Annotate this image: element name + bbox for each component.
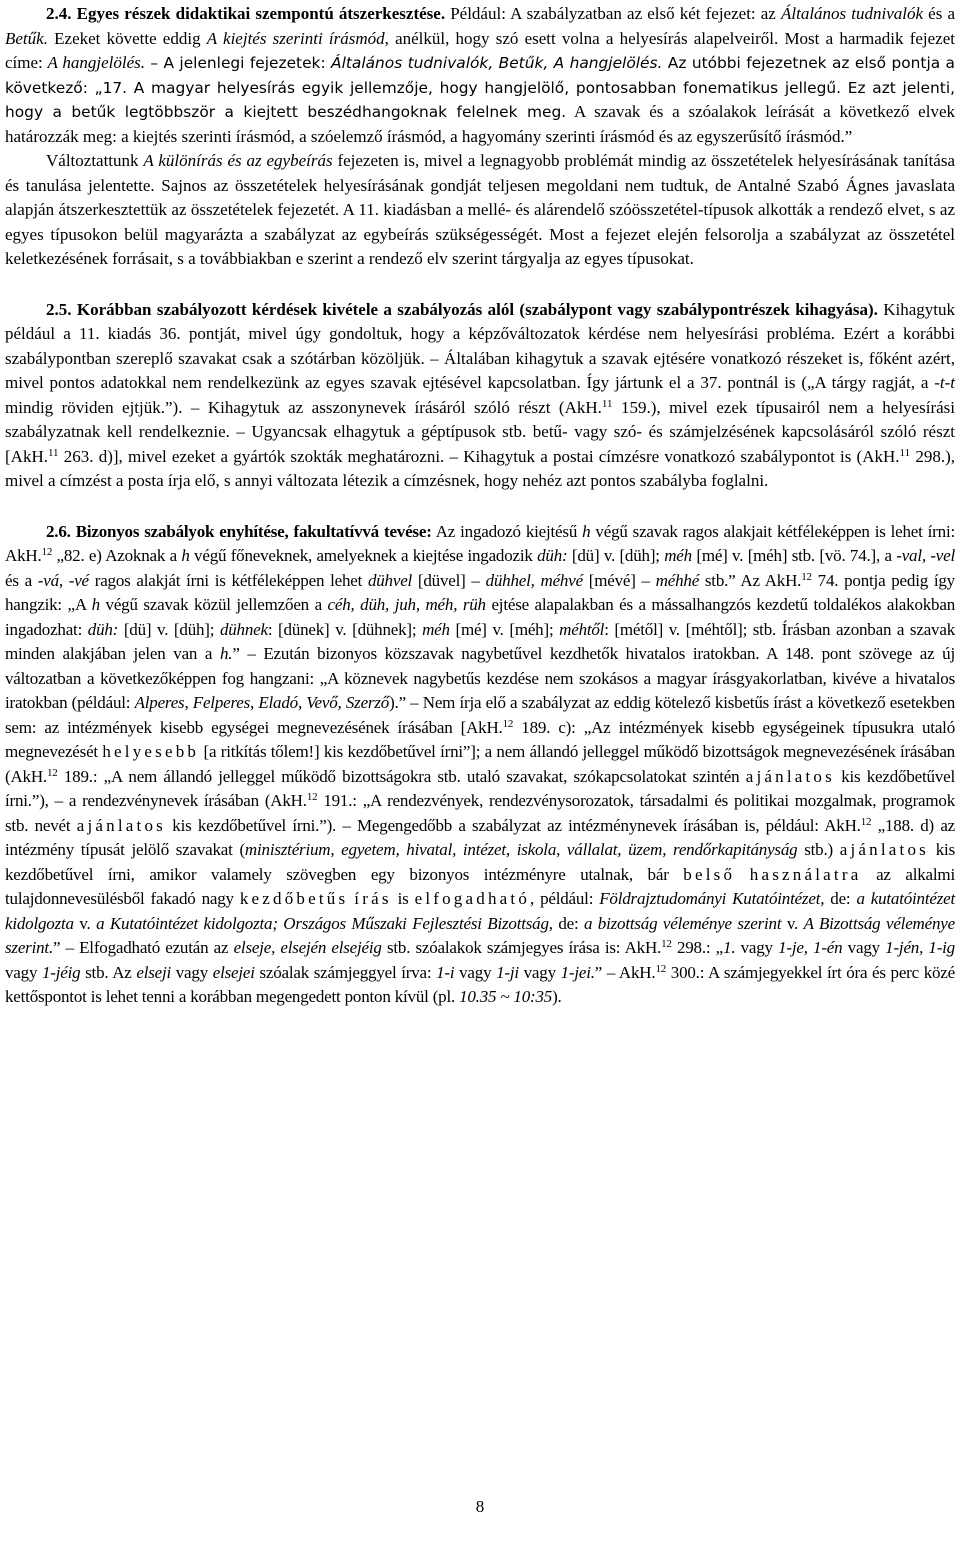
section-heading-2-4: 2.4. Egyes részek didaktikai szempontú átszerkesztése. xyxy=(46,4,446,23)
page-number: 8 xyxy=(475,1497,485,1516)
document-page xyxy=(5,2,955,1010)
section-heading-2-6: 2.6. Bizonyos szabályok enyhítése, fakultatívvá tevése: xyxy=(46,521,432,541)
paragraph-2-5: 2.5. Korábban szabályozott kérdések kivétele a szabályozás alól (szabálypont vagy szabálypontrészek kihagyása). Kihagytuk például a 11. kiadás 36. pontját, mivel úgy gondoltuk, hogy a képzőváltozatok kérdése nem helyesírási probléma. Ezért a korábbi szabálypontban szereplő szavakat csak a szótárban közöljük. – Általában kihagytuk a szavak ejtésére vonatkozó részeket is, főként azért, mivel pontos adatokkal nem rendelkezünk az egyes szavak ejtésével kapcsolatban. Így jártunk el a 37. pontnál is („A tárgy ragját, a -t-t mindig röviden ejtjük.”). – Kihagytuk az asszonynevek írásáról szóló részt (AkH.$^{11}$ 159.), mivel ezek típusairól nem a helyesírási szabályzatnak kell rendelkeznie. – Ugyancsak elhagytuk a géptípusok stb. betű- vagy szó- és számjelzésének kapcsolásáról szóló részt [AkH.$^{11}$ 263. d)], mivel ezeket a gyártók szokták meghatározni. – Kihagytuk a postai címzésre vonatkozó szabálypontot is (AkH.$^{11}$ 298.), mivel a címzést a posta írja elő, s annyi változata létezik a címzésnek, hogy nehéz azt pontos szabályba foglalni. xyxy=(5,299,955,490)
paragraph-2-6: 2.6. Bizonyos szabályok enyhítése, fakultatívvá tevése: Az ingadozó kiejtésű h végű szavak ragos alakjait kétféleképpen is lehet írni: AkH.$^{12}$ „82. e) Azoknak a h végű főneveknek, amelyeknek a kiejtése ingadozik düh: [dü] v. [düh]; méh [mé] v. [méh] stb. [vö. 74.], a -val, -vel és a -vá, -vé ragos alakját írni is kétféleképpen lehet dühvel [düvel] – dühhel, méhvé [mévé] – méhhé stb.” Az AkH.$^{12}$ 74. pontja pedig így hangzik: „A h végű szavak közül jellemzően a céh, düh, juh, méh, rüh ejtése alapalakban és a mássalhangzós kezdetű toldalékos alakokban ingadozhat: düh: [dü] v. [düh]; dühnek: [dünek] v. [dühnek]; méh [mé] v. [méh]; méhtől: [métől] v. [méhtől]; stb. Írásban azonban a szavak minden alakjában jelen van a h.” – Ezután bizonyos közszavak nagybetűvel kezdhetők hivatalos iratokban. A 148. pont szövege az új változatban a következőképpen fog hangzani: „A köznevek nagybetűs kezdése nem szokásos a magyar írásgyakorlatban, kivéve a hivatalos iratokban (például: Alperes, Felperes, Eladó, Vevő, Szerző).” – Nem írja elő a szabályzat az eddig kötelező kisbetűs írást a következő esetekben sem: az intézmények kisebb egységei megnevezésének írásában [AkH.$^{12}$ 189. c): „Az intézmények kisebb egységeinek típusukra utaló megnevezését helyesebb [a ritkítás tőlem!] kis kezdőbetűvel írni”]; a nem állandó jelleggel működő bizottságok megnevezésének írásában (AkH.$^{12}$ 189.: „A nem állandó jelleggel működő bizottságokra stb. utaló szavakat, szókapcsolatokat szintén ajánlatos kis kezdőbetűvel írni.”), – a rendezvénynevek írásában (AkH.$^{12}$ 191.: „A rendezvények, rendezvénysorozatok, társadalmi és politikai mozgalmak, programok stb. nevét ajánlatos kis kezdőbetűvel írni.”). – Megengedőbb a szabályzat az intézménynevek írásában is, például: AkH.$^{12}$ „188. d) az intézmény típusát jelölő szavakat (minisztérium, egyetem, hivatal, intézet, iskola, vállalat, üzem, rendőrkapitányság stb.) ajánlatos kis kezdőbetűvel írni, amikor valamely szövegben egy bizonyos intézményre utalnak, bár belső használatra az alkalmi tulajdonnevesülésből fakadó nagy kezdőbetűs írás is elfogadható, például: Földrajztudományi Kutatóintézet, de: a kutatóintézet kidolgozta v. a Kutatóintézet kidolgozta; Országos Műszaki Fejlesztési Bizottság, de: a bizottság véleménye szerint v. A Bizottság véleménye szerint.” – Elfogadható ezután az elseje, elsején elsejéig stb. szóalakok számjegyes írása is: AkH.$^{12}$ 298.: „1. vagy 1-je, 1-én vagy 1-jén, 1-ig vagy 1-jéig stb. Az elseji vagy elsejei szóalak számjeggyel írva: 1-i vagy 1-ji vagy 1-jei.” – AkH.$^{12}$ 300.: A számjegyekkel írt óra és perc közé kettőspontot is lehet tenni a korábban megengedett ponton kívül (pl. 10.35 ~ 10:35). xyxy=(5,521,956,1006)
paragraph-2-4: 2.4. Egyes részek didaktikai szempontú átszerkesztése. Például: A szabályzatban az első két fejezet: az Általános tudnivalók és a Betűk. Ezeket követte eddig A kiejtés szerinti írásmód, anélkül, hogy szó esett volna a helyesírás alapelveiről. Most a harmadik fejezet címe: A hangjelölés. – A jelenlegi fejezetek: Általános tudnivalók, Betűk, A hangjelölés. Az utóbbi fejezetnek az első pontja a következő: „17. A magyar helyesírás egyik jellemzője, hogy hangjelölő, pontosabban fonematikus jellegű. Ez azt jelenti, hogy a betűk legtöbbször a kiejtett beszédhangoknak felelnek meg. A szavak és a szóalakok leírását a következő elvek határozzák meg: a kiejtés szerinti írásmód, a szóelemző írásmód, a hagyomány szerinti írásmód és az egyszerűsítő írásmód.” xyxy=(5,4,955,146)
paragraph-2-4-continued: Változtattunk A különírás és az egybeírás fejezeten is, mivel a legnagyobb problémát mindig az összetételek helyesírásának tanítása és tanulása jelentette. Sajnos az összetételek helyesírásának gondját teljesen megoldani nem tudtuk, de Antalné Szabó Ágnes javaslata alapján átszerkesztettük az összetételek fejezetét. A 11. kiadásban a mellé- és alárendelő szóösszetétel-típusok alkották a rendező elvet, s az egyes típusokon belül magyarázta a szabályzat az egybeírás szükségességét. Most a fejezet elején felsorolja a szabályzat az összetétel keletkezésének forrásait, s a továbbiakban e szerint a rendező elv szerint tárgyalja az egyes típusokat. xyxy=(5,151,955,268)
section-heading-2-5: 2.5. Korábban szabályozott kérdések kivétele a szabályozás alól (szabálypont vagy szabálypontrészek kihagyása). xyxy=(46,299,878,319)
